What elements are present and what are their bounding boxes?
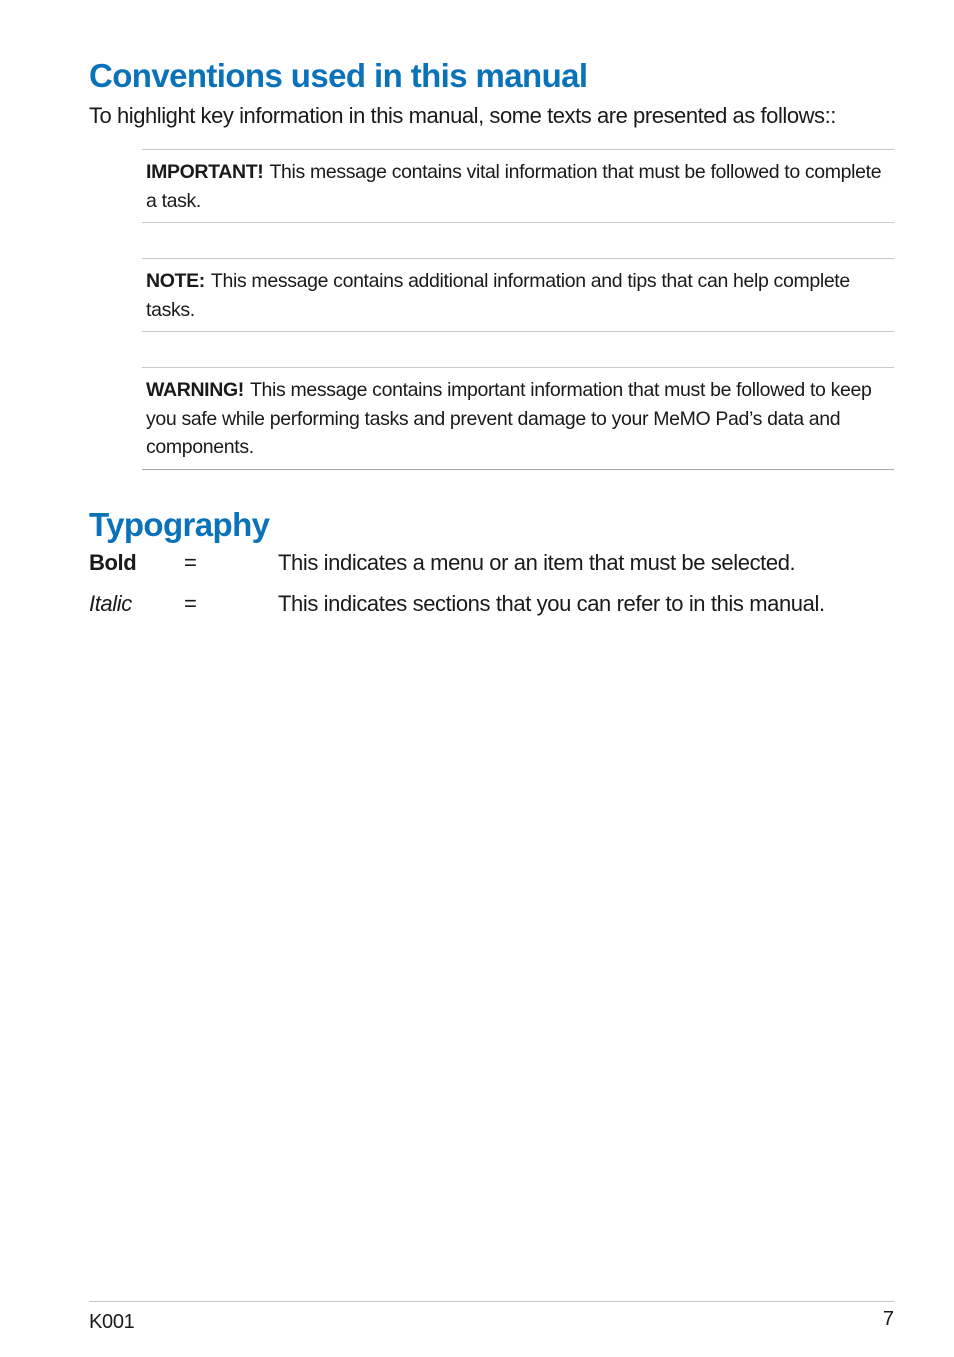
typography-term: Bold — [89, 550, 137, 575]
conventions-intro: To highlight key information in this manual, some texts are presented as follows:: — [89, 103, 836, 128]
footer-page-number: 7 — [882, 1308, 894, 1330]
note-notice — [142, 258, 894, 332]
typography-description: This indicates a menu or an item that must be selected. — [278, 550, 796, 575]
typography-heading: Typography — [89, 506, 270, 543]
warning-text: This message contains important information that must be followed to keep you safe while performing tasks and prevent damage to your MeMO Pad’s data and components. — [146, 379, 872, 458]
note-text: This message contains additional information and tips that can help complete tasks. — [146, 270, 850, 321]
typography-row-bold — [89, 550, 909, 580]
typography-equals: = — [184, 550, 197, 575]
typography-row-italic — [89, 591, 909, 621]
important-label: IMPORTANT! — [146, 161, 264, 183]
conventions-heading: Conventions used in this manual — [89, 57, 588, 94]
typography-equals: = — [184, 591, 197, 616]
warning-label: WARNING! — [146, 379, 244, 401]
important-notice — [142, 149, 894, 223]
typography-term: Italic — [89, 591, 132, 616]
warning-notice — [142, 367, 894, 470]
footer-divider — [89, 1301, 894, 1302]
footer-model-number: K001 — [89, 1311, 135, 1333]
note-label: NOTE: — [146, 270, 205, 292]
important-text: This message contains vital information that must be followed to complete a task. — [146, 161, 882, 212]
typography-description: This indicates sections that you can refer to in this manual. — [278, 591, 825, 616]
